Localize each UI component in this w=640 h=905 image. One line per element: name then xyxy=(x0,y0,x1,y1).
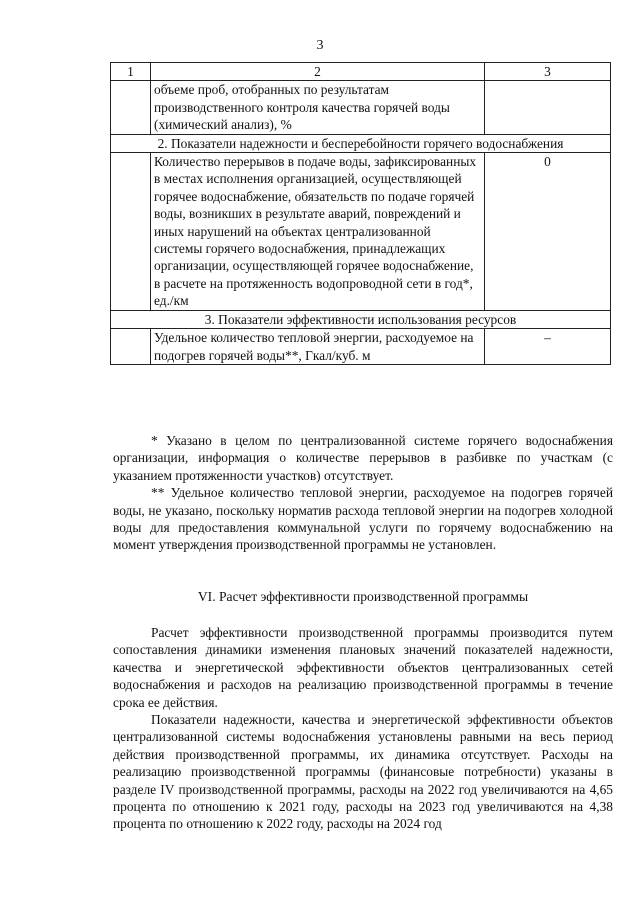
footnotes xyxy=(113,432,613,554)
row-number-cell xyxy=(111,329,151,365)
indicators-table xyxy=(110,62,611,365)
indicator-value-cell: – xyxy=(485,329,611,365)
footnote-2: ** Удельное количество тепловой энергии, расходуемое на подогрев горячей воды, не указано, поскольку норматив расхода тепловой энергии на подогрев холодной воды для предоставления коммунальной услуги по горячему водоснабжению на момент утверждения производственной программы не установлен. xyxy=(113,485,613,553)
table-header-row xyxy=(111,63,611,81)
table-row xyxy=(111,81,611,134)
section-3-title: 3. Показатели эффективности использования ресурсов xyxy=(111,310,611,328)
table-row xyxy=(111,153,611,311)
table-section-row xyxy=(111,310,611,328)
page-number: 3 xyxy=(316,38,324,53)
header-cell-2: 2 xyxy=(151,63,485,81)
indicator-name-cell: Удельное количество тепловой энергии, расходуемое на подогрев горячей воды**, Гкал/куб. м xyxy=(151,329,485,365)
indicator-name-cell: объеме проб, отобранных по результатам производственного контроля качества горячей воды (химический анализ), % xyxy=(151,81,485,134)
header-cell-1: 1 xyxy=(111,63,151,81)
row-number-cell xyxy=(111,153,151,311)
indicator-name-cell: Количество перерывов в подаче воды, зафиксированных в местах исполнения организацией, осуществляющей горячее водоснабжение, обязательств по подаче горячей воды, возникших в результате аварий, повреждений и иных нарушений на объектах централизованной системы горячего водоснабжения, принадлежащих организации, осуществляющей горячее водоснабжение, в расчете на протяженность водопроводной сети в год*, ед./км xyxy=(151,153,485,311)
table-section-row xyxy=(111,134,611,152)
section-heading: VI. Расчет эффективности производственной программы xyxy=(197,589,529,604)
row-number-cell xyxy=(111,81,151,134)
section-2-title: 2. Показатели надежности и бесперебойности горячего водоснабжения xyxy=(111,134,611,152)
paragraph-2: Показатели надежности, качества и энергетической эффективности объектов централизованной системы водоснабжения установлены равными на весь период действия производственной программы, их динамика отсутствует. Расходы на реализацию производственной программы (финансовые потребности) указаны в разделе IV производственной программы, расходы на 2022 год увеличиваются на 4,65 процента по отношению к 2021 году, расходы на 2023 год увеличиваются на 4,38 процента по отношению к 2022 году, расходы на 2024 год xyxy=(113,712,613,832)
indicator-value-cell: 0 xyxy=(485,153,611,311)
header-cell-3: 3 xyxy=(485,63,611,81)
main-text xyxy=(113,624,613,833)
paragraph-1: Расчет эффективности производственной программы производится путем сопоставления динамики изменения плановых значений показателей надежности, качества и энергетической эффективности объектов централизованных сетей водоснабжения и расходов на реализацию производственной программы в течение срока ее действия. xyxy=(113,625,613,710)
footnote-1: * Указано в целом по централизованной системе горячего водоснабжения организации, информация о количестве перерывов в разбивке по участкам (с указанием протяженности участков) отсутствует. xyxy=(113,433,613,483)
table-row xyxy=(111,329,611,365)
indicator-value-cell xyxy=(485,81,611,134)
